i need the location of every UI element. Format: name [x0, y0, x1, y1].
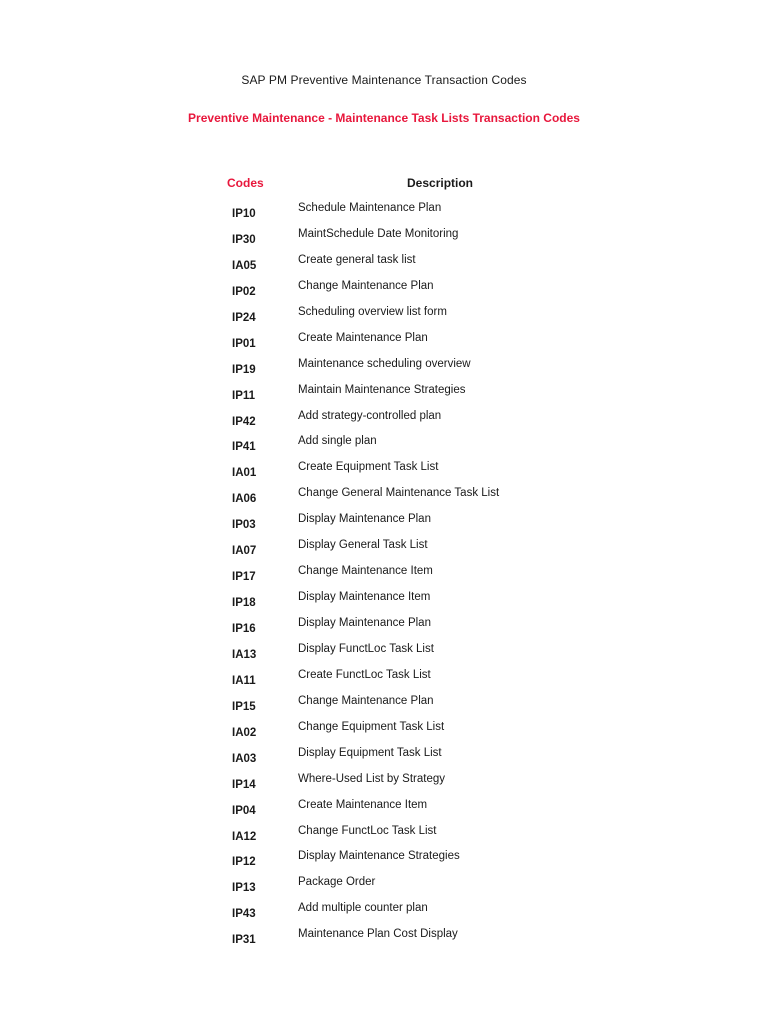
table-row	[0, 538, 768, 564]
transaction-code: IP04	[232, 804, 256, 817]
table-row	[0, 616, 768, 642]
transaction-code: IP18	[232, 597, 256, 610]
transaction-code: IP31	[232, 934, 256, 947]
codes-column-header: Codes	[227, 176, 264, 190]
transaction-code: IA07	[232, 545, 257, 558]
transaction-code: IA12	[232, 830, 257, 843]
transaction-code: IP12	[232, 856, 256, 869]
transaction-description: Add single plan	[298, 435, 377, 448]
transaction-description: Scheduling overview list form	[298, 305, 447, 318]
transaction-code: IP43	[232, 908, 256, 921]
transaction-description: Change Equipment Task List	[298, 720, 445, 733]
transaction-description: Where-Used List by Strategy	[298, 772, 446, 785]
transaction-code: IP42	[232, 415, 256, 428]
table-row	[0, 590, 768, 616]
transaction-code: IP10	[232, 208, 256, 220]
table-row	[0, 460, 768, 486]
transaction-code: IP16	[232, 623, 256, 635]
transaction-description: Change FunctLoc Task List	[298, 824, 437, 837]
transaction-description: Schedule Maintenance Plan	[298, 202, 442, 214]
transaction-description: Display Equipment Task List	[298, 746, 442, 759]
transaction-description: Package Order	[298, 876, 376, 889]
transaction-code: IP17	[232, 571, 256, 584]
transaction-code-table	[0, 201, 768, 953]
table-row	[0, 901, 768, 927]
transaction-description: Change Maintenance Plan	[298, 694, 434, 707]
transaction-code: IP19	[232, 363, 256, 376]
transaction-description: MaintSchedule Date Monitoring	[298, 227, 459, 240]
table-row	[0, 279, 768, 305]
section-subtitle: Preventive Maintenance - Maintenance Task Lists Transaction Codes	[188, 111, 580, 125]
table-row	[0, 772, 768, 798]
table-row	[0, 357, 768, 383]
transaction-description: Display Maintenance Plan	[298, 513, 431, 526]
transaction-code: IP24	[232, 311, 256, 324]
transaction-description: Change Maintenance Plan	[298, 279, 434, 292]
transaction-code: IA11	[232, 674, 256, 687]
table-row	[0, 694, 768, 720]
table-row	[0, 486, 768, 512]
table-row	[0, 875, 768, 901]
table-row	[0, 927, 768, 953]
description-column-header: Description	[407, 176, 474, 190]
transaction-description: Change General Maintenance Task List	[298, 487, 500, 500]
transaction-description: Create general task list	[298, 253, 416, 266]
table-row	[0, 227, 768, 253]
table-row	[0, 253, 768, 279]
transaction-description: Create Maintenance Plan	[298, 331, 428, 344]
transaction-description: Display Maintenance Strategies	[298, 850, 460, 863]
transaction-code: IP14	[232, 778, 256, 791]
transaction-code: IP13	[232, 882, 256, 895]
table-row	[0, 383, 768, 409]
transaction-code: IA13	[232, 648, 257, 661]
table-row	[0, 434, 768, 460]
transaction-description: Maintenance Plan Cost Display	[298, 928, 458, 941]
table-row	[0, 409, 768, 435]
table-row	[0, 720, 768, 746]
transaction-code: IP15	[232, 700, 256, 713]
transaction-description: Display Maintenance Item	[298, 591, 431, 604]
table-row	[0, 512, 768, 538]
transaction-code: IA06	[232, 493, 257, 506]
transaction-description: Create Equipment Task List	[298, 461, 439, 474]
table-row	[0, 331, 768, 357]
transaction-code: IP02	[232, 285, 256, 298]
table-row	[0, 564, 768, 590]
table-row	[0, 668, 768, 694]
transaction-code: IA02	[232, 726, 257, 739]
table-row	[0, 798, 768, 824]
transaction-description: Create FunctLoc Task List	[298, 668, 431, 681]
transaction-code: IP11	[232, 389, 256, 402]
table-row	[0, 642, 768, 668]
transaction-code: IA03	[232, 752, 257, 765]
transaction-code: IP01	[232, 337, 256, 350]
transaction-description: Display FunctLoc Task List	[298, 642, 434, 655]
transaction-code: IP03	[232, 519, 256, 532]
transaction-description: Create Maintenance Item	[298, 798, 428, 811]
transaction-code: IP30	[232, 233, 256, 246]
transaction-code: IA01	[232, 467, 257, 480]
table-row	[0, 746, 768, 772]
transaction-description: Add strategy-controlled plan	[298, 409, 442, 422]
transaction-description: Maintain Maintenance Strategies	[298, 383, 466, 396]
table-row	[0, 201, 768, 227]
transaction-description: Display Maintenance Plan	[298, 617, 431, 629]
table-row	[0, 849, 768, 875]
document-title: SAP PM Preventive Maintenance Transaction Codes	[241, 73, 527, 87]
transaction-code: IA05	[232, 259, 257, 272]
transaction-description: Maintenance scheduling overview	[298, 357, 471, 370]
transaction-description: Add multiple counter plan	[298, 902, 428, 915]
transaction-description: Change Maintenance Item	[298, 565, 433, 578]
table-row	[0, 824, 768, 850]
transaction-description: Display General Task List	[298, 539, 428, 552]
table-row	[0, 305, 768, 331]
transaction-code: IP41	[232, 441, 256, 454]
